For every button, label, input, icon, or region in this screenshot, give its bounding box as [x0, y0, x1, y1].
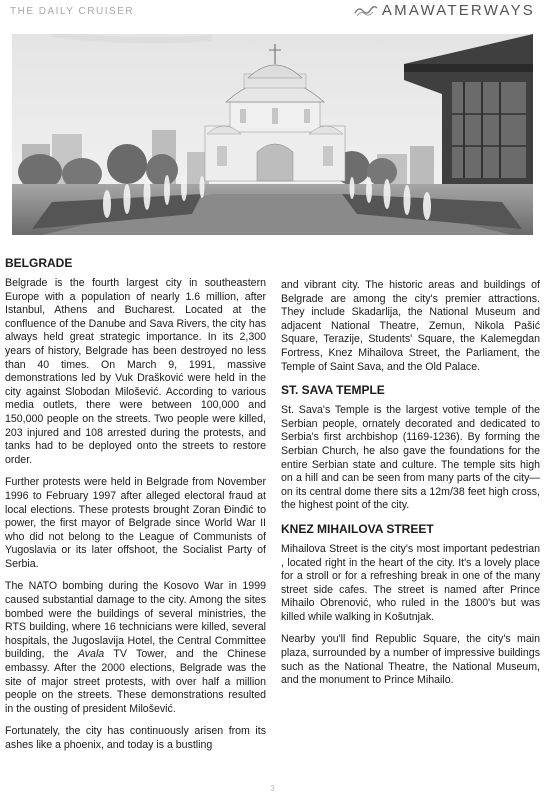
belgrade-heading: BELGRADE	[5, 256, 73, 270]
page-number: 3	[270, 784, 275, 793]
right-column	[281, 279, 540, 697]
avala-italic: Avala	[77, 648, 105, 661]
belgrade-paragraph-4-continued: and vibrant city. The historic areas and buildings of Belgrade are among the city's premier attractions. They include Skadarlija, the National Museum and adjacent National Theatre, Zemun, Nikola Pašić Square, Terazije, Students' Square, the Kalemegdan Fortress, Knez Mihailova Street, the Parliament, the Temple of Saint Sava, and the Old Palace.	[281, 279, 540, 373]
belgrade-paragraph-3-end: TV Tower, and the Chinese embassy. After the 2000 elections, Belgrade was the site of major street protests, with over half a million people on the streets. These demonstrations resulted in the ousting of president Milošević.	[5, 648, 266, 715]
left-column	[5, 256, 266, 762]
brand-logo	[353, 2, 535, 19]
brand-name: AMAWATERWAYS	[381, 2, 535, 19]
belgrade-paragraph-2: Further protests were held in Belgrade from November 1996 to February 1997 after alleged electoral fraud at local elections. These protests brought Zoran Đinđić to power, the first mayor of Belgrade since World War II who did not belong to the League of Communists of Yugoslavia or its later offshoot, the Socialist Party of Serbia.	[5, 476, 266, 570]
belgrade-paragraph-1: Belgrade is the fourth largest city in southeastern Europe with a population of nearly 1.6 million, after Istanbul, Athens and Bucharest. Located at the confluence of the Danube and Sava Rivers, the city has always held great strategic importance. In its 2,300 years of history, Belgrade has been destroyed no less than 40 times. On March 9, 1991, massive demonstrations led by Vuk Drašković were held in the city against Slobodan Milošević. According to various media outlets, there were between 100,000 and 150,000 people on the streets. Two people were killed, 203 injured and 108 arrested during the protests, and tanks had to be deployed onto the streets to restore order.	[5, 277, 266, 466]
page-header	[0, 0, 545, 36]
belgrade-paragraph-3	[5, 580, 266, 716]
st-sava-temple-image	[12, 34, 533, 235]
wave-icon	[353, 4, 379, 18]
belgrade-paragraph-3-start: The NATO bombing during the Kosovo War in 1999 caused substantial damage to the city. Among the sites bombed were the buildings of several ministries, the RTS building, where 16 technicians were killed, several hospitals, the Jugoslavija Hotel, the Central Committee building, the	[5, 580, 266, 661]
knez-mihailova-paragraph-1: Mihailova Street is the city's most important pedestrian , located right in the heart of the city. It's a lovely place for a stroll or for a refreshing break in one of the many street side cafes. The street is named after Prince Mihailo Obrenović, who ruled in the 1800's but was killed while walking in Košutnjak.	[281, 542, 540, 623]
st-sava-paragraph: St. Sava's Temple is the largest votive temple of the Serbian people, ornately decorated and dedicated to Serbia's first archbishop (1169-1236). By forming the Serbian Church, he also gave the foundations for the entire Serbian state and culture. The temple sits high on a hill and can be seen from many parts of the city—on its central dome there sits a 12m/38 feet high cross, the highest point of the city.	[281, 404, 540, 512]
church-photo	[12, 34, 533, 235]
knez-mihailova-paragraph-2: Nearby you'll find Republic Square, the city's main plaza, surrounded by a number of impressive buildings such as the National Theatre, the National Museum, and the monument to Prince Mihailo.	[281, 633, 540, 687]
belgrade-paragraph-4: Fortunately, the city has continuously arisen from its ashes like a phoenix, and today is a bustling	[5, 725, 266, 751]
knez-mihailova-heading: KNEZ MIHAILOVA STREET	[281, 521, 434, 536]
st-sava-heading: ST. SAVA TEMPLE	[281, 383, 385, 398]
publication-name: THE DAILY CRUISER	[10, 6, 135, 17]
